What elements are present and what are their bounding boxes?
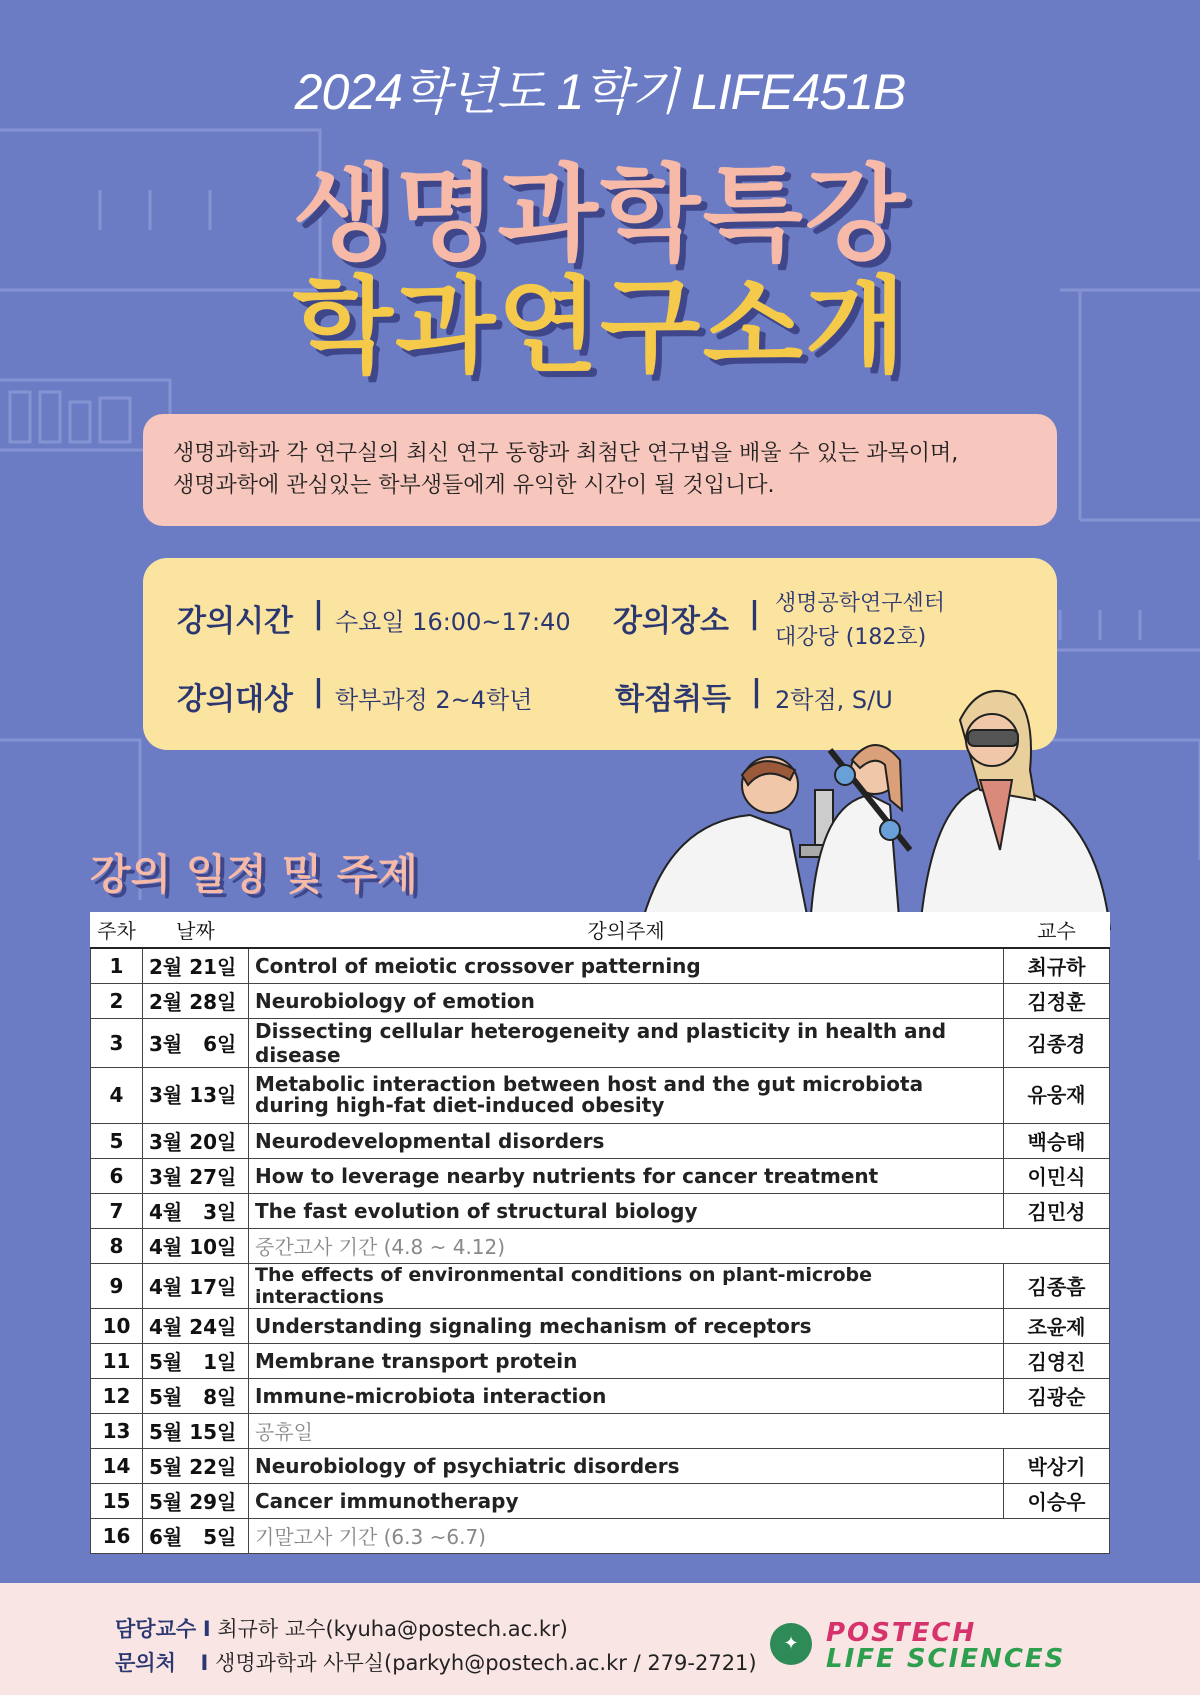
topic-cell: Immune-microbiota interaction — [249, 1378, 1004, 1413]
topic-cell: Cancer immunotherapy — [249, 1483, 1004, 1518]
topic-cell: 기말고사 기간 (6.3 ~6.7) — [249, 1518, 1110, 1553]
date-cell: 6월 5일 — [143, 1518, 249, 1553]
table-row — [91, 1518, 1110, 1553]
professor-cell: 김민성 — [1004, 1193, 1110, 1228]
table-row — [91, 1378, 1110, 1413]
time-value: 수요일 16:00~17:40 — [335, 608, 571, 636]
professor-cell: 김종흠 — [1004, 1263, 1110, 1308]
table-row — [91, 983, 1110, 1018]
header-week: 주차 — [91, 912, 143, 948]
footer-professor-line — [115, 1613, 568, 1643]
footer-contact-value: 생명과학과 사무실(parkyh@postech.ac.kr / 279-2721) — [215, 1651, 757, 1675]
week-cell: 3 — [91, 1018, 143, 1067]
date-cell: 4월 17일 — [143, 1263, 249, 1308]
course-year-title: 2024학년도 1학기 LIFE451B — [294, 64, 906, 120]
table-row — [91, 948, 1110, 983]
header-professor: 교수 — [1004, 912, 1110, 948]
date-cell: 2월 28일 — [143, 983, 249, 1018]
table-row — [91, 1123, 1110, 1158]
topic-cell: Neurobiology of psychiatric disorders — [249, 1448, 1004, 1483]
separator: | — [313, 674, 324, 709]
professor-cell: 이승우 — [1004, 1483, 1110, 1518]
course-subtitle: 학과연구소개 — [292, 265, 908, 387]
week-cell: 4 — [91, 1067, 143, 1123]
topic-cell: The fast evolution of structural biology — [249, 1193, 1004, 1228]
date-cell: 3월 27일 — [143, 1158, 249, 1193]
professor-cell: 최규하 — [1004, 948, 1110, 983]
topic-cell — [249, 1067, 1004, 1123]
footer-professor-label: 담당교수 — [115, 1617, 197, 1641]
schedule-table — [90, 912, 1110, 1554]
week-cell: 9 — [91, 1263, 143, 1308]
table-row — [91, 1308, 1110, 1343]
footer-separator: I — [200, 1651, 209, 1675]
week-cell: 2 — [91, 983, 143, 1018]
table-row — [91, 1483, 1110, 1518]
table-row — [91, 1018, 1110, 1067]
date-cell: 2월 21일 — [143, 948, 249, 983]
postech-emblem-icon: ✦ — [770, 1623, 812, 1665]
professor-cell: 박상기 — [1004, 1448, 1110, 1483]
table-row — [91, 1413, 1110, 1448]
table-row — [91, 1067, 1110, 1123]
footer — [0, 1583, 1200, 1695]
topic-line-1: Metabolic interaction between host and the gut microbiota — [255, 1072, 924, 1096]
week-cell: 14 — [91, 1448, 143, 1483]
professor-cell: 유웅재 — [1004, 1067, 1110, 1123]
table-row — [91, 1448, 1110, 1483]
professor-cell: 백승태 — [1004, 1123, 1110, 1158]
credit-label: 학점취득 — [615, 682, 731, 717]
place-label: 강의장소 — [613, 604, 729, 639]
week-cell: 1 — [91, 948, 143, 983]
professor-cell: 조윤제 — [1004, 1308, 1110, 1343]
topic-cell: How to leverage nearby nutrients for cancer treatment — [249, 1158, 1004, 1193]
week-cell: 12 — [91, 1378, 143, 1413]
scientists-illustration — [640, 680, 1140, 930]
topic-cell: 중간고사 기간 (4.8 ~ 4.12) — [249, 1228, 1110, 1263]
separator: | — [749, 596, 760, 631]
topic-cell: Understanding signaling mechanism of receptors — [249, 1308, 1004, 1343]
course-title: 생명과학특강 — [292, 153, 908, 275]
professor-cell: 이민식 — [1004, 1158, 1110, 1193]
week-cell: 5 — [91, 1123, 143, 1158]
header-date: 날짜 — [143, 912, 249, 948]
week-cell: 6 — [91, 1158, 143, 1193]
table-row — [91, 1228, 1110, 1263]
week-cell: 11 — [91, 1343, 143, 1378]
topic-cell: Control of meiotic crossover patterning — [249, 948, 1004, 983]
topic-cell: 공휴일 — [249, 1413, 1110, 1448]
date-cell: 5월 8일 — [143, 1378, 249, 1413]
topic-cell: Neurobiology of emotion — [249, 983, 1004, 1018]
topic-cell: Neurodevelopmental disorders — [249, 1123, 1004, 1158]
table-row — [91, 1343, 1110, 1378]
week-cell: 7 — [91, 1193, 143, 1228]
week-cell: 15 — [91, 1483, 143, 1518]
table-row — [91, 1263, 1110, 1308]
professor-cell: 김광순 — [1004, 1378, 1110, 1413]
schedule-title: 강의 일정 및 주제 — [90, 850, 418, 899]
date-cell: 3월 13일 — [143, 1067, 249, 1123]
table-header-row — [91, 912, 1110, 948]
table-row — [91, 1193, 1110, 1228]
target-value: 학부과정 2~4학년 — [335, 686, 533, 714]
date-cell: 5월 29일 — [143, 1483, 249, 1518]
professor-cell: 김종경 — [1004, 1018, 1110, 1067]
week-cell: 16 — [91, 1518, 143, 1553]
logo-text-life-sciences: LIFE SCIENCES — [826, 1644, 1066, 1674]
week-cell: 8 — [91, 1228, 143, 1263]
date-cell: 3월 6일 — [143, 1018, 249, 1067]
credit-value: 2학점, S/U — [775, 686, 893, 714]
table-row — [91, 1158, 1110, 1193]
professor-cell: 김정훈 — [1004, 983, 1110, 1018]
date-cell: 5월 22일 — [143, 1448, 249, 1483]
footer-separator: I — [202, 1617, 211, 1641]
topic-line-2: during high-fat diet-induced obesity — [255, 1093, 665, 1117]
date-cell: 3월 20일 — [143, 1123, 249, 1158]
date-cell: 4월 10일 — [143, 1228, 249, 1263]
date-cell: 4월 3일 — [143, 1193, 249, 1228]
footer-contact-line — [115, 1647, 757, 1677]
topic-cell: The effects of environmental conditions on plant-microbe interactions — [249, 1263, 1004, 1308]
date-cell: 5월 1일 — [143, 1343, 249, 1378]
course-description — [143, 414, 1057, 526]
date-cell: 5월 15일 — [143, 1413, 249, 1448]
description-line-1: 생명과학과 각 연구실의 최신 연구 동향과 최첨단 연구법을 배울 수 있는 과목이며, — [173, 441, 959, 466]
place-value-line-2: 대강당 (182호) — [775, 625, 927, 650]
separator: | — [313, 596, 324, 631]
week-cell: 10 — [91, 1308, 143, 1343]
description-line-2: 생명과학에 관심있는 학부생들에게 유익한 시간이 될 것입니다. — [173, 473, 775, 498]
topic-cell: Dissecting cellular heterogeneity and plasticity in health and disease — [249, 1018, 1004, 1067]
week-cell: 13 — [91, 1413, 143, 1448]
topic-cell: Membrane transport protein — [249, 1343, 1004, 1378]
date-cell: 4월 24일 — [143, 1308, 249, 1343]
target-label: 강의대상 — [177, 682, 293, 717]
professor-cell: 김영진 — [1004, 1343, 1110, 1378]
header-topic: 강의주제 — [249, 912, 1004, 948]
place-value-line-1: 생명공학연구센터 — [775, 591, 946, 616]
separator: | — [751, 674, 762, 709]
footer-professor-value: 최규하 교수(kyuha@postech.ac.kr) — [217, 1617, 568, 1641]
logo-text-postech: POSTECH — [826, 1618, 977, 1648]
time-label: 강의시간 — [177, 604, 293, 639]
footer-contact-label: 문의처 — [115, 1651, 176, 1675]
